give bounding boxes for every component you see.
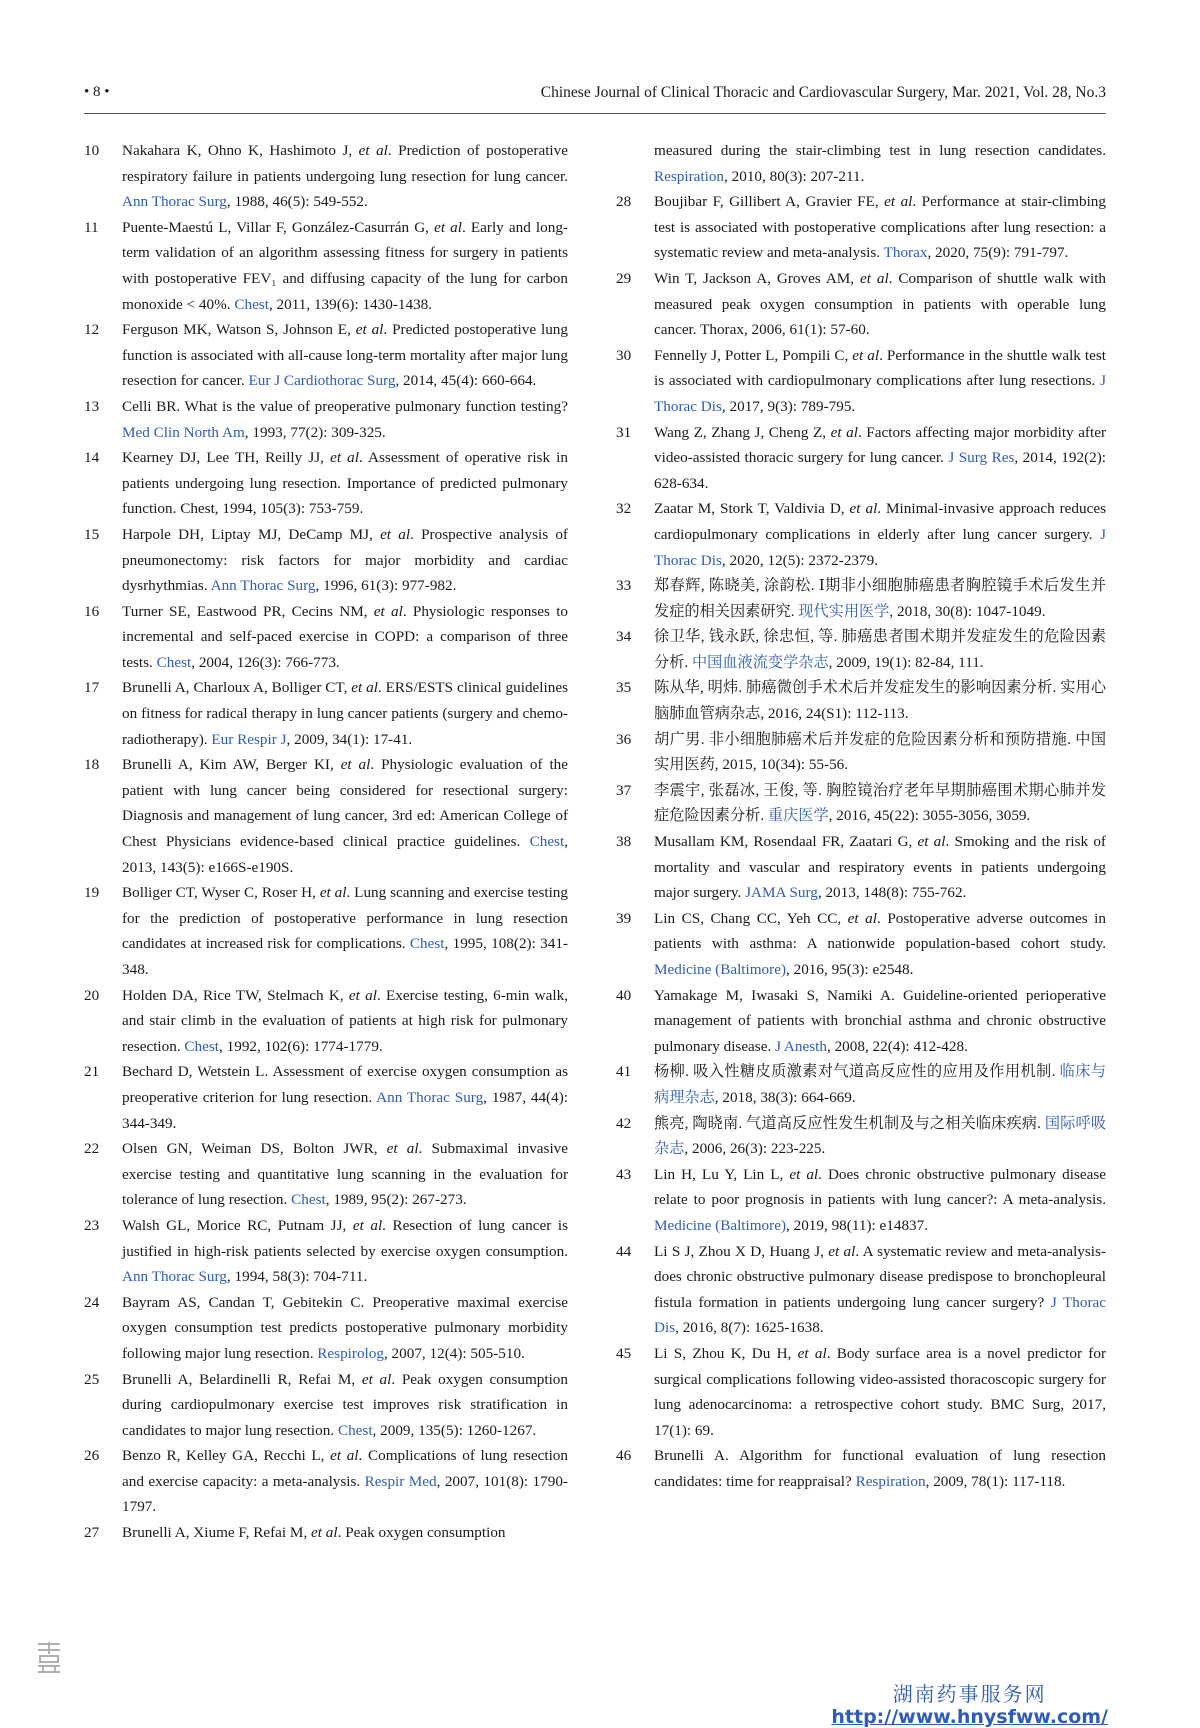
reference-number: 43: [616, 1165, 632, 1183]
et-al: et al: [789, 1165, 819, 1183]
reference-item: [84, 1059, 568, 1136]
reference-item: [616, 189, 1106, 266]
reference-number: 45: [616, 1344, 632, 1362]
journal-link[interactable]: Respiration: [855, 1472, 926, 1490]
reference-number: 28: [616, 193, 632, 211]
journal-link[interactable]: Chest: [409, 935, 445, 953]
reference-text: 杨柳. 吸入性糖皮质激素对气道高反应性的应用及作用机制. 临床与病理杂志, 2018, 38(3): 664-669.: [654, 1063, 1107, 1106]
et-al: et al: [386, 1140, 419, 1158]
reference-number: 36: [616, 730, 632, 748]
reference-text: 徐卫华, 钱永跃, 徐忠恒, 等. 肺癌患者围术期并发症发生的危险因素分析. 中国血液流变学杂志, 2009, 19(1): 82-84, 111.: [654, 628, 1106, 671]
reference-text: 郑春辉, 陈晓美, 涂韵松. Ⅰ期非小细胞肺癌患者胸腔镜手术后发生并发症的相关因素研究. 现代实用医学, 2018, 30(8): 1047-1049.: [654, 577, 1106, 620]
journal-link[interactable]: Ann Thorac Surg: [122, 1268, 227, 1286]
journal-link[interactable]: 中国血液流变学杂志: [691, 653, 829, 671]
reference-number: 29: [616, 269, 632, 287]
reference-item: [84, 1290, 568, 1367]
reference-text: Nakahara K, Ohno K, Hashimoto J, et al. Prediction of postoperative respiratory failure in patients undergoing lung resection for lung cancer. Ann Thorac Surg, 1988, 46(5): 549-552.: [122, 142, 568, 211]
reference-number: 34: [616, 628, 632, 646]
reference-item: [616, 624, 1106, 675]
reference-item: [616, 983, 1106, 1060]
reference-number: 21: [84, 1063, 100, 1081]
et-al: et al: [348, 986, 377, 1004]
reference-item: [84, 1136, 568, 1213]
reference-number: 13: [84, 397, 100, 415]
watermark-url[interactable]: http://www.hnysfww.com/: [831, 1706, 1108, 1728]
reference-number: 17: [84, 679, 100, 697]
reference-text: Holden DA, Rice TW, Stelmach K, et al. Exercise testing, 6-min walk, and stair climb in the evaluation of patients at high risk for pulmonary resection. Chest, 1992, 102(6): 1774-1779.: [122, 986, 568, 1055]
reference-number: 38: [616, 833, 632, 851]
reference-text: Brunelli A, Charloux A, Bolliger CT, et al. ERS/ESTS clinical guidelines on fitness for radical therapy in lung cancer patients (surgery and chemo-radiotherapy). Eur Respir J, 2009, 34(1): 17-41.: [122, 679, 568, 748]
journal-link[interactable]: J Thorac Dis: [654, 372, 1106, 415]
journal-link[interactable]: Medicine (Baltimore): [654, 1216, 787, 1234]
reference-item: [616, 829, 1106, 906]
reference-number: 12: [84, 321, 100, 339]
reference-item: [616, 906, 1106, 983]
reference-item: [84, 675, 568, 752]
reference-number: 46: [616, 1447, 632, 1465]
journal-link[interactable]: Chest: [291, 1191, 326, 1209]
reference-item: [84, 522, 568, 599]
journal-link[interactable]: J Anesth: [775, 1037, 827, 1055]
reference-text: Lin H, Lu Y, Lin L, et al. Does chronic obstructive pulmonary disease relate to poor prognosis in patients with lung cancer?: A meta-analysis. Medicine (Baltimore), 2019, 98(11): e14837.: [654, 1165, 1106, 1234]
journal-link[interactable]: Respiration: [654, 167, 725, 185]
reference-item: [84, 1367, 568, 1444]
publisher-logo-icon: [34, 1640, 64, 1674]
reference-number: 39: [616, 909, 632, 927]
reference-item: [616, 727, 1106, 778]
journal-link[interactable]: J Thorac Dis: [654, 525, 1106, 569]
et-al: et al: [828, 1242, 856, 1260]
journal-link[interactable]: Ann Thorac Surg: [122, 193, 227, 211]
page-header: [84, 82, 1106, 114]
journal-link[interactable]: Chest: [184, 1037, 220, 1055]
reference-item: [616, 1341, 1106, 1443]
journal-link[interactable]: 现代实用医学: [798, 602, 890, 620]
reference-item: [84, 752, 568, 880]
et-al: et al: [797, 1344, 827, 1362]
reference-number: 23: [84, 1216, 100, 1234]
journal-link[interactable]: Chest: [337, 1421, 373, 1439]
reference-item: [616, 1059, 1106, 1110]
reference-text: Kearney DJ, Lee TH, Reilly JJ, et al. Assessment of operative risk in patients undergoing lung resection. Importance of predicted pulmonary function. Chest, 1994, 105(3): 753-759.: [122, 449, 568, 518]
reference-item: [84, 445, 568, 522]
reference-text: Bechard D, Wetstein L. Assessment of exercise oxygen consumption as preoperative criterion for lung resection. Ann Thorac Surg, 1987, 44(4): 344-349.: [122, 1063, 568, 1132]
reference-item: [616, 1162, 1106, 1239]
reference-item: [84, 317, 568, 394]
journal-link[interactable]: Chest: [234, 295, 269, 313]
reference-item: [84, 215, 568, 317]
reference-column-right: [616, 138, 1106, 1494]
et-al: et al: [340, 756, 371, 774]
journal-link[interactable]: 重庆医学: [767, 807, 829, 825]
et-al: et al: [852, 346, 880, 364]
reference-number: 18: [84, 756, 100, 774]
et-al: et al: [847, 909, 877, 927]
reference-number: 42: [616, 1114, 632, 1132]
reference-number: 10: [84, 142, 100, 159]
reference-item: [84, 138, 568, 215]
reference-number: 22: [84, 1140, 100, 1158]
journal-link[interactable]: Ann Thorac Surg: [210, 577, 316, 595]
reference-text: Brunelli A, Kim AW, Berger KI, et al. Physiologic evaluation of the patient with lung cancer being considered for resectional surgery: Diagnosis and management of lung cancer, 3rd ed: American College of Chest Physicians evidence-based clinical practice guidelines. Chest, 2013, 143(5): e166S-e190S.: [122, 756, 569, 876]
et-al: et al: [358, 142, 388, 159]
reference-column-left: [84, 138, 568, 1546]
reference-item: [616, 1239, 1106, 1341]
reference-text: Musallam KM, Rosendaal FR, Zaatari G, et al. Smoking and the risk of mortality and vascular and respiratory events in patients undergoing major surgery. JAMA Surg, 2013, 148(8): 755-762.: [654, 833, 1106, 902]
watermark-name: 湖南药事服务网: [892, 1682, 1047, 1706]
reference-list-right: [616, 189, 1106, 1494]
journal-link[interactable]: J Surg Res: [948, 449, 1015, 467]
reference-item: [84, 1443, 568, 1520]
reference-number: 14: [84, 449, 100, 467]
reference-item: [616, 778, 1106, 829]
reference-text: Lin CS, Chang CC, Yeh CC, et al. Postoperative adverse outcomes in patients with asthma: A nationwide population-based cohort study. Medicine (Baltimore), 2016, 95(3): e2548.: [654, 909, 1106, 978]
reference-item: [616, 1443, 1106, 1494]
reference-item: [616, 420, 1106, 497]
reference-text: 熊亮, 陶晓南. 气道高反应性发生机制及与之相关临床疾病. 国际呼吸杂志, 2006, 26(3): 223-225.: [654, 1114, 1107, 1158]
journal-link[interactable]: Chest: [529, 833, 565, 851]
reference-text: Li S, Zhou K, Du H, et al. Body surface area is a novel predictor for surgical complications following video-assisted thoracoscopic surgery for lung adenocarcinoma: a retrospective cohort study. BMC Surg, 2017, 17(1): 69.: [654, 1344, 1107, 1439]
journal-link[interactable]: J Thorac Dis: [654, 1293, 1106, 1337]
reference-text: Wang Z, Zhang J, Cheng Z, et al. Factors affecting major morbidity after video-assisted thoracic surgery for lung cancer. J Surg Res, 2014, 192(2): 628-634.: [654, 423, 1107, 492]
reference-text: Olsen GN, Weiman DS, Bolton JWR, et al. Submaximal invasive exercise testing and quantitative lung scanning in the evaluation for tolerance of lung resection. Chest, 1989, 95(2): 267-273.: [122, 1140, 568, 1209]
reference-item: [616, 573, 1106, 624]
reference-text: Zaatar M, Stork T, Valdivia D, et al. Minimal-invasive approach reduces cardiopulmonary complications in elderly after lung cancer surgery. J Thorac Dis, 2020, 12(5): 2372-2379.: [654, 500, 1107, 569]
et-al: et al: [351, 679, 378, 697]
reference-number: 24: [84, 1293, 100, 1311]
reference-item: [616, 1111, 1106, 1162]
reference-text: 胡广男. 非小细胞肺癌术后并发症的危险因素分析和预防措施. 中国实用医药, 2015, 10(34): 55-56.: [654, 730, 1106, 774]
et-al: et al: [380, 525, 411, 543]
reference-number: 37: [616, 781, 632, 799]
reference-item: [84, 1213, 568, 1290]
reference-text: Turner SE, Eastwood PR, Cecins NM, et al. Physiologic responses to incremental and self-paced exercise in COPD: a comparison of three tests. Chest, 2004, 126(3): 766-773.: [122, 602, 569, 671]
journal-link[interactable]: Eur J Cardiothorac Surg: [248, 372, 396, 390]
reference-number: 27: [84, 1524, 100, 1542]
journal-link[interactable]: JAMA Surg: [745, 884, 818, 902]
reference-number: 35: [616, 679, 632, 697]
journal-link[interactable]: 临床与病理杂志: [654, 1063, 1107, 1106]
reference-number: 19: [84, 884, 100, 902]
reference-item: [616, 343, 1106, 420]
reference-number: 15: [84, 525, 100, 543]
reference-item: [616, 675, 1106, 726]
reference-item: [84, 599, 568, 676]
reference-number: 40: [616, 986, 632, 1004]
reference-text: Celli BR. What is the value of preoperative pulmonary function testing? Med Clin North Am, 1993, 77(2): 309-325.: [122, 397, 568, 441]
et-al: et al: [884, 193, 913, 211]
reference-text: Puente-Maestú L, Villar F, González-Casurrán G, et al. Early and long-term validation of an algorithm assessing fitness for surgery in patients with postoperative FEV₁ and diffusing capacity of the lung for carbon monoxide < 40%. Chest, 2011, 139(6): 1430-1438.: [122, 218, 568, 313]
watermark: [831, 1682, 1108, 1728]
reference-text: Bayram AS, Candan T, Gebitekin C. Preoperative maximal exercise oxygen consumption test predicts postoperative pulmonary morbidity following major lung resection. Respirolog, 2007, 12(4): 505-510.: [122, 1293, 568, 1362]
reference-text: Boujibar F, Gillibert A, Gravier FE, et al. Performance at stair-climbing test is associated with postoperative complications after lung resection: a systematic review and meta-analysis. Thorax, 2020, 75(9): 791-797.: [654, 193, 1106, 262]
reference-text: 李震宇, 张磊冰, 王俊, 等. 胸腔镜治疗老年早期肺癌围术期心肺并发症危险因素分析. 重庆医学, 2016, 45(22): 3055-3056, 3059.: [654, 781, 1106, 825]
et-al: et al: [917, 833, 946, 851]
et-al: et al: [860, 269, 889, 287]
et-al: et al: [361, 1370, 392, 1388]
reference-number: 25: [84, 1370, 100, 1388]
reference-text: Benzo R, Kelley GA, Recchi L, et al. Complications of lung resection and exercise capacity: a meta-analysis. Respir Med, 2007, 101(8): 1790-1797.: [122, 1447, 568, 1516]
reference-continuation: measured during the stair-climbing test in lung resection candidates. Respiration, 2010, 80(3): 207-211.: [654, 142, 1106, 185]
et-al: et al: [311, 1524, 338, 1542]
reference-text: Yamakage M, Iwasaki S, Namiki A. Guideline-oriented perioperative management of patients with bronchial asthma and chronic obstructive pulmonary disease. J Anesth, 2008, 22(4): 412-428.: [654, 986, 1106, 1055]
reference-number: 41: [616, 1063, 632, 1081]
reference-number: 30: [616, 346, 632, 364]
reference-item: [84, 394, 568, 445]
journal-link[interactable]: Thorax: [883, 244, 928, 262]
reference-item: [84, 1520, 568, 1546]
reference-number: 32: [616, 500, 632, 518]
reference-text: Ferguson MK, Watson S, Johnson E, et al. Predicted postoperative lung function is associated with all-cause long-term mortality after major lung resection for cancer. Eur J Cardiothorac Surg, 2014, 45(4): 660-664.: [122, 321, 568, 390]
journal-link[interactable]: Respirolog: [317, 1344, 384, 1362]
et-al: et al: [330, 449, 359, 467]
journal-link[interactable]: Chest: [156, 653, 192, 671]
et-al: et al: [434, 218, 462, 236]
journal-link[interactable]: Medicine (Baltimore): [654, 961, 787, 978]
et-al: et al: [355, 321, 384, 339]
et-al: et al: [373, 602, 403, 620]
reference-text: Bolliger CT, Wyser C, Roser H, et al. Lung scanning and exercise testing for the prediction of postoperative performance in lung resection candidates at increased risk for complications. Chest, 1995, 108(2): 341-348.: [122, 884, 568, 978]
reference-item: [84, 880, 568, 982]
reference-number: 20: [84, 986, 100, 1004]
journal-link[interactable]: Respir Med: [364, 1472, 437, 1490]
reference-text: Win T, Jackson A, Groves AM, et al. Comparison of shuttle walk with measured peak oxygen consumption in patients with operable lung cancer. Thorax, 2006, 61(1): 57-60.: [654, 269, 1107, 339]
et-al: et al: [849, 500, 878, 518]
reference-text: Harpole DH, Liptay MJ, DeCamp MJ, et al. Prospective analysis of pneumonectomy: risk factors for major morbidity and cardiac dysrhythmias. Ann Thorac Surg, 1996, 61(3): 977-982.: [122, 525, 568, 595]
reference-number: 11: [84, 218, 99, 236]
reference-text: Fennelly J, Potter L, Pompili C, et al. Performance in the shuttle walk test is associated with cardiopulmonary complications after lung resections. J Thorac Dis, 2017, 9(3): 789-795.: [654, 346, 1107, 415]
journal-link[interactable]: Eur Respir J: [211, 730, 287, 748]
reference-number: 33: [616, 577, 632, 595]
reference-item: [616, 496, 1106, 573]
et-al: et al: [319, 884, 347, 902]
reference-text: Brunelli A. Algorithm for functional evaluation of lung resection candidates: time for reappraisal? Respiration, 2009, 78(1): 117-118.: [654, 1447, 1106, 1490]
journal-link[interactable]: Ann Thorac Surg: [376, 1088, 484, 1106]
reference-item: [84, 983, 568, 1060]
reference-text: Brunelli A, Xiume F, Refai M, et al. Peak oxygen consumption: [122, 1524, 506, 1542]
running-header-journal: Chinese Journal of Clinical Thoracic and Cardiovascular Surgery, Mar. 2021, Vol. 28, No.3: [540, 84, 1106, 101]
et-al: et al: [352, 1216, 383, 1234]
journal-link[interactable]: 国际呼吸杂志: [654, 1114, 1107, 1158]
reference-number: 44: [616, 1242, 632, 1260]
et-al: et al: [330, 1447, 359, 1465]
reference-text: 陈从华, 明炜. 肺癌微创手术术后并发症发生的影响因素分析. 实用心脑肺血管病杂志, 2016, 24(S1): 112-113.: [654, 679, 1106, 723]
page-number: • 8 •: [84, 84, 110, 100]
et-al: et al: [830, 423, 858, 441]
reference-item: [616, 266, 1106, 343]
reference-number: 31: [616, 423, 632, 441]
journal-link[interactable]: Med Clin North Am: [122, 423, 245, 441]
reference-text: Walsh GL, Morice RC, Putnam JJ, et al. Resection of lung cancer is justified in high-risk patients selected by exercise oxygen consumption. Ann Thorac Surg, 1994, 58(3): 704-711.: [122, 1216, 568, 1286]
reference-text: Li S J, Zhou X D, Huang J, et al. A systematic review and meta-analysis-does chronic obstructive pulmonary disease predispose to bronchopleural fistula formation in patients undergoing lung cancer surgery? J Thorac Dis, 2016, 8(7): 1625-1638.: [654, 1242, 1106, 1337]
reference-text: Brunelli A, Belardinelli R, Refai M, et al. Peak oxygen consumption during cardiopulmonary exercise test improves risk stratification in candidates to major lung resection. Chest, 2009, 135(5): 1260-1267.: [122, 1370, 568, 1439]
reference-number: 16: [84, 602, 100, 620]
reference-number: 26: [84, 1447, 100, 1465]
